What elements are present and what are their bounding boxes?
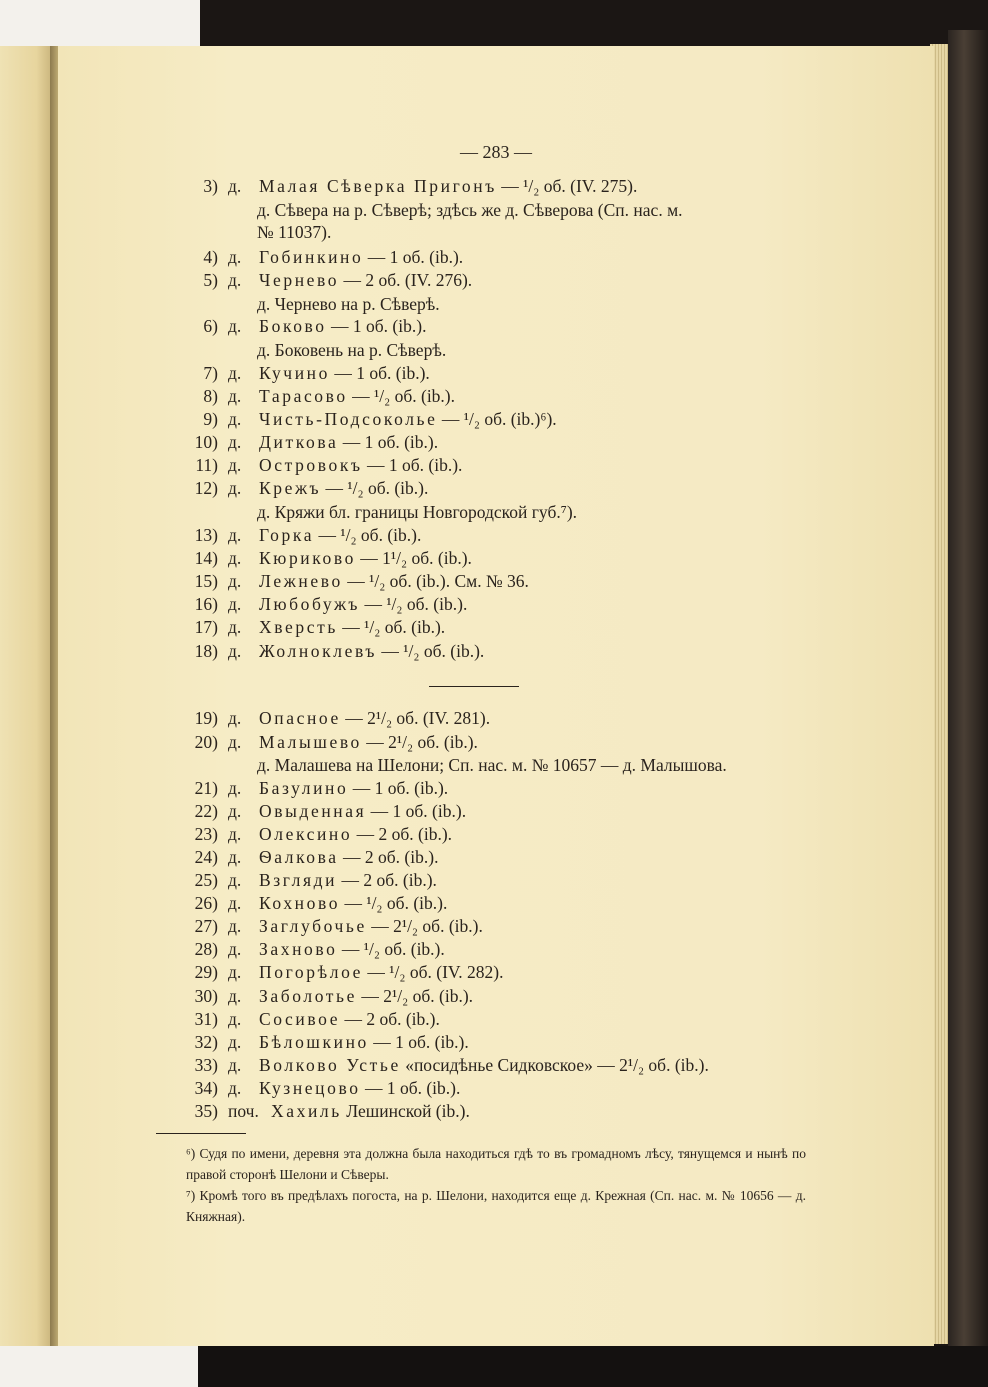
settlement-type: д. xyxy=(228,176,242,196)
entry-details: «посидѣнье Сидковское» — 2¹/₂ об. (ib.). xyxy=(405,1055,709,1075)
entry-details: — 1 об. (ib.). xyxy=(367,247,464,267)
entry-details: — ¹/₂ об. (ib.). xyxy=(364,594,468,614)
settlement-type: д. xyxy=(228,571,242,591)
entry-details: — ¹/₂ об. (ib.). xyxy=(344,893,448,913)
entry-number: 35) xyxy=(194,1101,218,1121)
settlement-type: д. xyxy=(228,824,242,844)
entry-number: 6) xyxy=(203,316,218,336)
settlement-name: Овыденная xyxy=(259,801,367,821)
entry-number: 11) xyxy=(195,455,218,475)
settlement-type: д. xyxy=(228,939,242,959)
settlement-name: Олексино xyxy=(259,824,353,844)
settlement-name: Малышево xyxy=(259,732,362,752)
entry-details: — 2 об. (ib.). xyxy=(356,824,453,844)
entry-details: — 1¹/₂ об. (ib.). xyxy=(360,548,472,568)
entry-number: 32) xyxy=(194,1032,218,1052)
entry-details: — 2 об. (ib.). xyxy=(344,1009,440,1029)
entry-details: — 1 об. (ib.). xyxy=(364,1078,461,1098)
settlement-name: Заглубочье xyxy=(259,916,367,936)
settlement-type: д. xyxy=(228,986,242,1006)
settlement-type: д. xyxy=(228,778,242,798)
entry-number: 7) xyxy=(203,363,218,383)
settlement-type: д. xyxy=(228,1009,242,1029)
section-divider xyxy=(429,686,519,687)
settlement-type: д. xyxy=(228,270,242,290)
settlement-name: Захново xyxy=(259,939,338,959)
settlement-name: Базулино xyxy=(259,778,349,798)
settlement-type: д. xyxy=(228,641,242,661)
entry-number: 5) xyxy=(203,270,218,290)
entry-number: 21) xyxy=(194,778,218,798)
settlement-type: д. xyxy=(228,247,242,267)
entry-number: 34) xyxy=(194,1078,218,1098)
settlement-name: Чисть-Подсоколье xyxy=(259,409,438,429)
entry-details: — ¹/₂ об. (ib.). xyxy=(352,386,456,406)
entry-number: 24) xyxy=(194,847,218,867)
entry-number: 25) xyxy=(194,870,218,890)
settlement-name: Любобужъ xyxy=(259,594,361,614)
settlement-name: Островокъ xyxy=(259,455,363,475)
entry-details: — 1 об. (ib.). xyxy=(342,432,439,452)
settlement-type: д. xyxy=(228,1055,242,1075)
entry-number: 19) xyxy=(194,708,218,728)
settlement-name: Горка xyxy=(259,525,315,545)
entry-details: — ¹/₂ об. (IV. 282). xyxy=(367,962,504,982)
settlement-name: Заболотье xyxy=(259,986,358,1006)
entry-number: 13) xyxy=(194,525,218,545)
photo-top-band xyxy=(0,0,988,46)
settlement-name: Погорѣлое xyxy=(259,962,363,982)
settlement-name: Кюриково xyxy=(259,548,356,568)
settlement-name: Малая Сѣверка Пригонъ xyxy=(259,176,497,196)
settlement-type: д. xyxy=(228,1032,242,1052)
footnote-7: ⁷) Кромѣ того въ предѣлахъ погоста, на р. Шелони, находится еще д. Крежная (Сп. нас. м. № 10656 — д. Княжная). xyxy=(186,1188,806,1224)
entry-continuation: № 11037). xyxy=(257,222,332,242)
entry-number: 26) xyxy=(194,893,218,913)
left-page-edge xyxy=(0,46,52,1346)
entry-details: — ¹/₂ об. (ib.). xyxy=(325,478,429,498)
entry-details: — ¹/₂ об. (ib.). xyxy=(381,641,485,661)
entry-number: 10) xyxy=(194,432,218,452)
entry-details: — 1 об. (ib.). xyxy=(334,363,430,383)
entry-details: — 2¹/₂ об. (IV. 281). xyxy=(345,708,491,728)
settlement-name: Лежнево xyxy=(259,571,343,591)
entry-number: 12) xyxy=(194,478,218,498)
settlement-type: д. xyxy=(228,916,242,936)
entry-details: — ¹/₂ об. (ib.). xyxy=(341,939,445,959)
settlement-type: д. xyxy=(228,708,242,728)
entry-details: — 2¹/₂ об. (ib.). xyxy=(371,916,483,936)
entry-details: — 1 об. (ib.). xyxy=(370,801,467,821)
entry-details: — 1 об. (ib.). xyxy=(352,778,449,798)
entry-details: — 2 об. (IV. 276). xyxy=(343,270,473,290)
settlement-type: поч. xyxy=(228,1101,259,1121)
settlement-type: д. xyxy=(228,732,242,752)
entry-continuation: д. Сѣвера на р. Сѣверѣ; здѣсь же д. Сѣверова (Сп. нас. м. xyxy=(257,200,683,220)
settlement-type: д. xyxy=(228,1078,242,1098)
entry-details: — ¹/₂ об. (ib.). xyxy=(318,525,422,545)
photo-bottom-band xyxy=(0,1346,988,1387)
entry-details: — 2 об. (ib.). xyxy=(343,847,439,867)
entry-details: Лешинской (ib.). xyxy=(346,1101,470,1121)
settlement-name: Взгляди xyxy=(259,870,338,890)
entry-number: 14) xyxy=(194,548,218,568)
entry-number: 15) xyxy=(194,571,218,591)
entry-number: 33) xyxy=(194,1055,218,1075)
settlement-type: д. xyxy=(228,478,242,498)
entry-number: 28) xyxy=(194,939,218,959)
book-page xyxy=(58,46,934,1346)
settlement-name: Диткова xyxy=(259,432,339,452)
settlement-type: д. xyxy=(228,617,242,637)
settlement-name: Бѣлошкино xyxy=(259,1032,369,1052)
settlement-type: д. xyxy=(228,893,242,913)
entry-details: — ¹/₂ об. (ib.)⁶). xyxy=(441,409,557,429)
entry-details: — 2 об. (ib.). xyxy=(341,870,437,890)
settlement-name: Тарасово xyxy=(259,386,348,406)
entry-details: — ¹/₂ об. (ib.). xyxy=(342,617,446,637)
entry-number: 8) xyxy=(203,386,218,406)
settlement-name: Кузнецово xyxy=(259,1078,361,1098)
entry-number: 31) xyxy=(194,1009,218,1029)
entry-number: 4) xyxy=(203,247,218,267)
settlement-type: д. xyxy=(228,801,242,821)
entry-details: — ¹/₂ об. (IV. 275). xyxy=(501,176,638,196)
settlement-name: Кохново xyxy=(259,893,341,913)
settlement-type: д. xyxy=(228,455,242,475)
settlement-type: д. xyxy=(228,432,242,452)
settlement-name: Кучино xyxy=(259,363,330,383)
settlement-name: Опасное xyxy=(259,708,341,728)
settlement-name: Гобинкино xyxy=(259,247,364,267)
entry-details: — ¹/₂ об. (ib.). См. № 36. xyxy=(347,571,529,591)
entry-number: 18) xyxy=(194,641,218,661)
entry-number: 30) xyxy=(194,986,218,1006)
entry-continuation: д. Боковень на р. Сѣверѣ. xyxy=(257,340,447,360)
settlement-type: д. xyxy=(228,316,242,336)
entry-continuation: д. Малашева на Шелони; Сп. нас. м. № 10657 — д. Малышова. xyxy=(257,755,727,775)
settlement-name: Боково xyxy=(259,316,327,336)
footnote-rule xyxy=(156,1133,246,1134)
entry-number: 22) xyxy=(194,801,218,821)
entry-number: 20) xyxy=(194,732,218,752)
settlement-name: Чернево xyxy=(259,270,340,290)
settlement-name: Хверсть xyxy=(259,617,338,637)
entry-details: — 1 об. (ib.). xyxy=(331,316,427,336)
settlement-type: д. xyxy=(228,847,242,867)
settlement-type: д. xyxy=(228,363,242,383)
settlement-type: д. xyxy=(228,548,242,568)
footnotes xyxy=(150,1143,806,1227)
entry-number: 27) xyxy=(194,916,218,936)
entry-details: — 1 об. (ib.). xyxy=(373,1032,469,1052)
settlement-type: д. xyxy=(228,594,242,614)
settlement-type: д. xyxy=(228,386,242,406)
settlement-name: Ѳалкова xyxy=(259,847,339,867)
settlement-name: Жолноклевъ xyxy=(259,641,378,661)
settlement-type: д. xyxy=(228,962,242,982)
entry-continuation: д. Чернево на р. Сѣверѣ. xyxy=(257,294,440,314)
entry-details: — 1 об. (ib.). xyxy=(367,455,463,475)
entry-number: 17) xyxy=(194,617,218,637)
settlement-type: д. xyxy=(228,409,242,429)
entry-number: 9) xyxy=(203,409,218,429)
page-number: — 283 — xyxy=(460,142,532,162)
entry-details: — 2¹/₂ об. (ib.). xyxy=(361,986,474,1006)
footnote-6: ⁶) Судя по имени, деревня эта должна была находиться гдѣ то въ громадномъ лѣсу, тянущемся и нынѣ по правой сторонѣ Шелони и Сѣверы. xyxy=(186,1146,806,1182)
entry-number: 29) xyxy=(194,962,218,982)
entry-details: — 2¹/₂ об. (ib.). xyxy=(366,732,478,752)
entry-number: 23) xyxy=(194,824,218,844)
entry-number: 16) xyxy=(194,594,218,614)
settlement-name: Сосивое xyxy=(259,1009,341,1029)
entry-number: 3) xyxy=(203,176,218,196)
settlement-type: д. xyxy=(228,870,242,890)
settlement-name: Хахиль xyxy=(271,1101,342,1121)
entry-continuation: д. Кряжи бл. границы Новгородской губ.⁷). xyxy=(257,502,578,522)
settlement-name: Крежъ xyxy=(259,478,322,498)
book-cover-edge xyxy=(948,30,988,1387)
settlement-name: Волково Устье xyxy=(259,1055,401,1075)
settlement-type: д. xyxy=(228,525,242,545)
